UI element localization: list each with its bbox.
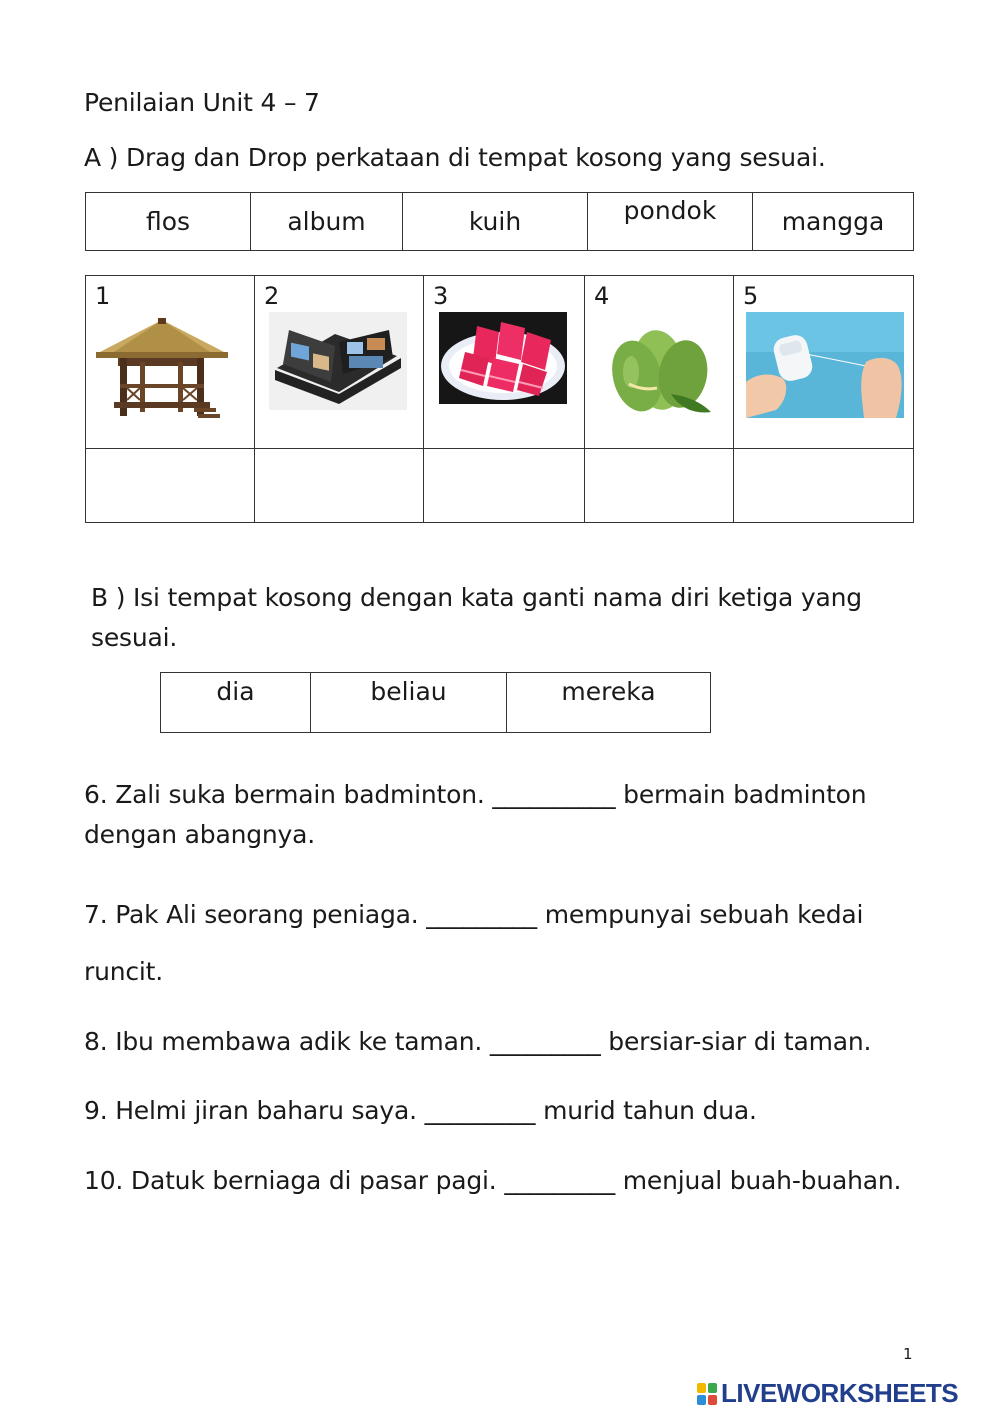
question-10 [84,1166,901,1195]
picture-cell-5 [734,276,914,449]
photo-album-image [269,312,407,410]
green-mango-image [601,314,717,422]
pink-layer-cake-kuih-image [439,312,567,404]
question-9 [84,1096,757,1125]
picture-number: 5 [743,282,759,310]
word-option-mangga[interactable]: mangga [753,193,914,251]
section-b-instruction-line2: sesuai. [91,623,178,652]
drop-zone-4[interactable] [585,449,734,523]
word-option-album[interactable]: album [251,193,403,251]
drop-zone-1[interactable] [86,449,255,523]
word-bank-a [85,192,914,251]
answer-blank-7[interactable]: _________ [426,900,537,929]
question-6-text-a: 6. Zali suka bermain badminton. [84,780,493,809]
question-7-text-a: 7. Pak Ali seorang peniaga. [84,900,427,929]
question-9-text-a: 9. Helmi jiran baharu saya. [84,1096,425,1125]
picture-number: 1 [95,282,111,310]
pronoun-option-beliau[interactable]: beliau [311,673,507,733]
answer-blank-10[interactable]: _________ [504,1166,616,1195]
page-title: Penilaian Unit 4 – 7 [84,88,320,117]
question-10-text-a: 10. Datuk berniaga di pasar pagi. [84,1166,505,1195]
answer-blank-6[interactable]: __________ [492,780,616,809]
question-8 [84,1027,871,1056]
word-option-flos[interactable]: flos [86,193,251,251]
picture-cell-2 [255,276,424,449]
picture-cell-4 [585,276,734,449]
word-option-kuih[interactable]: kuih [403,193,588,251]
pronoun-option-mereka[interactable]: mereka [507,673,711,733]
question-10-text-b: menjual buah-buahan. [615,1166,902,1195]
section-b-instruction-line1: B ) Isi tempat kosong dengan kata ganti nama diri ketiga yang [91,583,862,612]
question-6-text-b: bermain badminton [615,780,867,809]
drop-zone-2[interactable] [255,449,424,523]
picture-cell-3 [424,276,585,449]
pronoun-option-dia[interactable]: dia [161,673,311,733]
drop-zone-5[interactable] [734,449,914,523]
answer-blank-8[interactable]: _________ [489,1027,601,1056]
picture-number: 2 [264,282,280,310]
picture-number: 3 [433,282,449,310]
picture-cell-1 [86,276,255,449]
question-7-line2: runcit. [84,957,164,986]
dental-floss-image [746,312,904,418]
picture-number: 4 [594,282,610,310]
answer-blank-9[interactable]: _________ [424,1096,536,1125]
brand-name: LIVEWORKSHEETS [721,1378,959,1408]
liveworksheets-logo[interactable] [697,1378,958,1409]
question-8-text-b: bersiar-siar di taman. [600,1027,872,1056]
question-6-line2: dengan abangnya. [84,820,316,849]
picture-table [85,275,914,523]
drop-zone-3[interactable] [424,449,585,523]
question-9-text-b: murid tahun dua. [535,1096,757,1125]
word-option-pondok[interactable]: pondok [588,193,753,251]
gazebo-pondok-image [94,318,230,424]
section-a-instruction: A ) Drag dan Drop perkataan di tempat kosong yang sesuai. [84,143,826,172]
question-8-text-a: 8. Ibu membawa adik ke taman. [84,1027,490,1056]
liveworksheets-logo-icon [697,1383,717,1405]
question-6 [84,780,866,809]
question-7-text-b: mempunyai sebuah kedai [536,900,864,929]
question-7 [84,900,863,929]
word-bank-b [160,672,711,733]
page-number: 1 [903,1345,913,1363]
